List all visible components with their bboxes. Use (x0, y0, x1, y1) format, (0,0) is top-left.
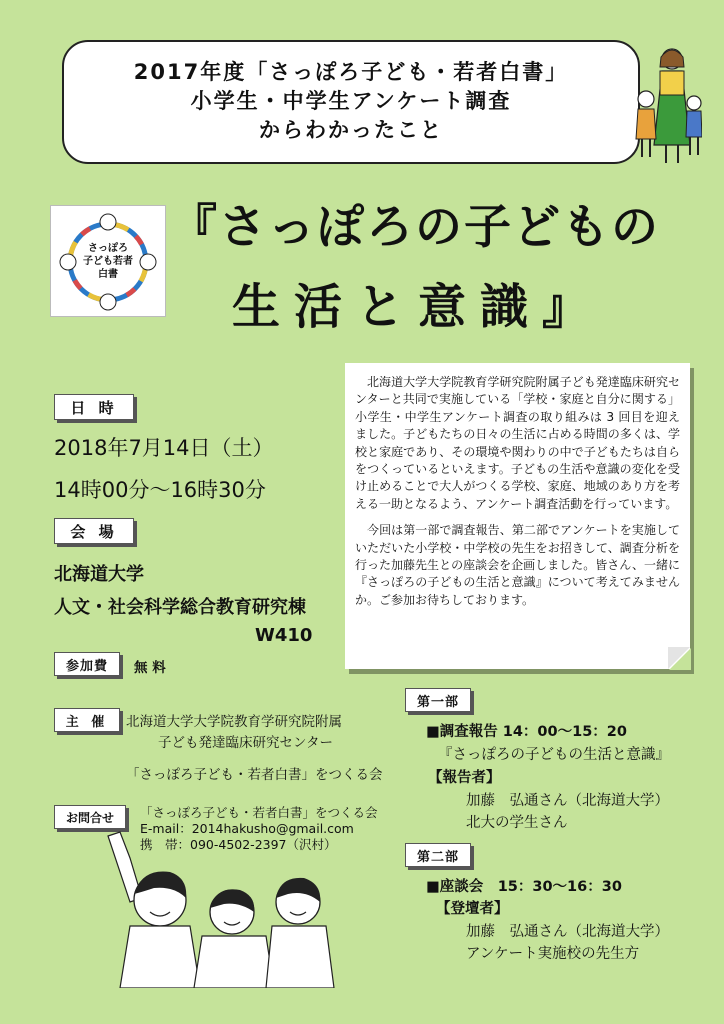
venue-room: W410 (255, 625, 313, 646)
organizer-line-3: 「さっぽろ子ども・若者白書」をつくる会 (126, 767, 383, 783)
organizer-line-2: 子ども発達臨床研究センター (158, 735, 333, 751)
part1-reporter-1: 加藤 弘通さん（北海道大学） (466, 793, 669, 809)
contact-email: E-mail：2014hakusho@gmail.com (140, 821, 354, 836)
contact-line-1: 「さっぽろ子ども・若者白書」をつくる会 (140, 805, 378, 820)
main-title-line-2: 生活と意識』 (232, 279, 605, 335)
children-illustration (90, 828, 340, 988)
fee-label: 参加費 (54, 652, 120, 676)
venue-label: 会 場 (54, 518, 134, 544)
part1-reporters-label: 【報告者】 (428, 770, 501, 786)
logo (50, 205, 166, 317)
part2-speaker-2: アンケート実施校の先生方 (466, 946, 640, 962)
organizer-line-1: 北海道大学大学院教育学研究院附属 (126, 714, 342, 730)
header-line-1: 2017年度「さっぽろ子ども・若者白書」 (133, 60, 569, 84)
description-para-1: 北海道大学大学院教育学研究院附属子ども発達臨床研究センターと共同で実施している「学校・家庭と自分に関する」小学生・中学生アンケート調査の取り組みは 3 回目を迎えました。子どもたちの日々の生活に占める時間の多くは、学校と家庭であり、その環境や関わりの中で子どもたちは自らをつくっているといえます。子どもの生活や意識の変化を受け止めることで大人がつくる学校、家庭、地域のあり方を考える一助となるよう、アンケート調査活動を行っています。 (355, 375, 680, 511)
date-time: 14時00分～16時30分 (54, 478, 266, 502)
logo-text-1: さっぽろ (88, 243, 128, 254)
description-para-2: 今回は第一部で調査報告、第二部でアンケートを実施していただいた小学校・中学校の先生をお招きして、調査分析を行った加藤先生との座談会を企画しました。皆さん、一緒に『さっぽろの子どもの生活と意識』について考えてみませんか。ご参加お待ちしております。 (355, 523, 680, 607)
description-note (345, 363, 690, 669)
logo-text-2: 子ども若者 (83, 256, 133, 267)
date-day: 2018年7月14日（土） (54, 436, 274, 460)
contact-phone: 携 帯：090-4502-2397（沢村） (140, 837, 337, 852)
part2-item: ■座談会 15：30～16：30 (426, 879, 622, 895)
main-title-line-1: 『さっぽろの子どもの (170, 200, 660, 255)
part2-speakers-label: 【登壇者】 (436, 901, 509, 917)
part1-item: ■調査報告 14：00～15：20 (426, 724, 627, 740)
part2-label: 第二部 (405, 843, 471, 867)
part1-reporter-2: 北大の学生さん (466, 815, 568, 831)
venue-line-1: 北海道大学 (54, 564, 144, 585)
contact-label: お問合せ (54, 805, 126, 829)
header-line-2: 小学生・中学生アンケート調査 (190, 89, 512, 113)
part1-subtitle: 『さっぽろの子どもの生活と意識』 (438, 747, 670, 763)
date-label: 日 時 (54, 394, 134, 420)
part2-speaker-1: 加藤 弘通さん（北海道大学） (466, 924, 669, 940)
part1-label: 第一部 (405, 688, 471, 712)
header-line-3: からわかったこと (259, 118, 443, 142)
logo-text-3: 白書 (98, 269, 118, 280)
venue-line-2: 人文・社会科学総合教育研究棟 (54, 597, 306, 618)
fee-value: 無 料 (134, 660, 166, 676)
organizer-label: 主 催 (54, 708, 120, 732)
family-illustration (632, 45, 702, 170)
header-box (62, 40, 640, 164)
